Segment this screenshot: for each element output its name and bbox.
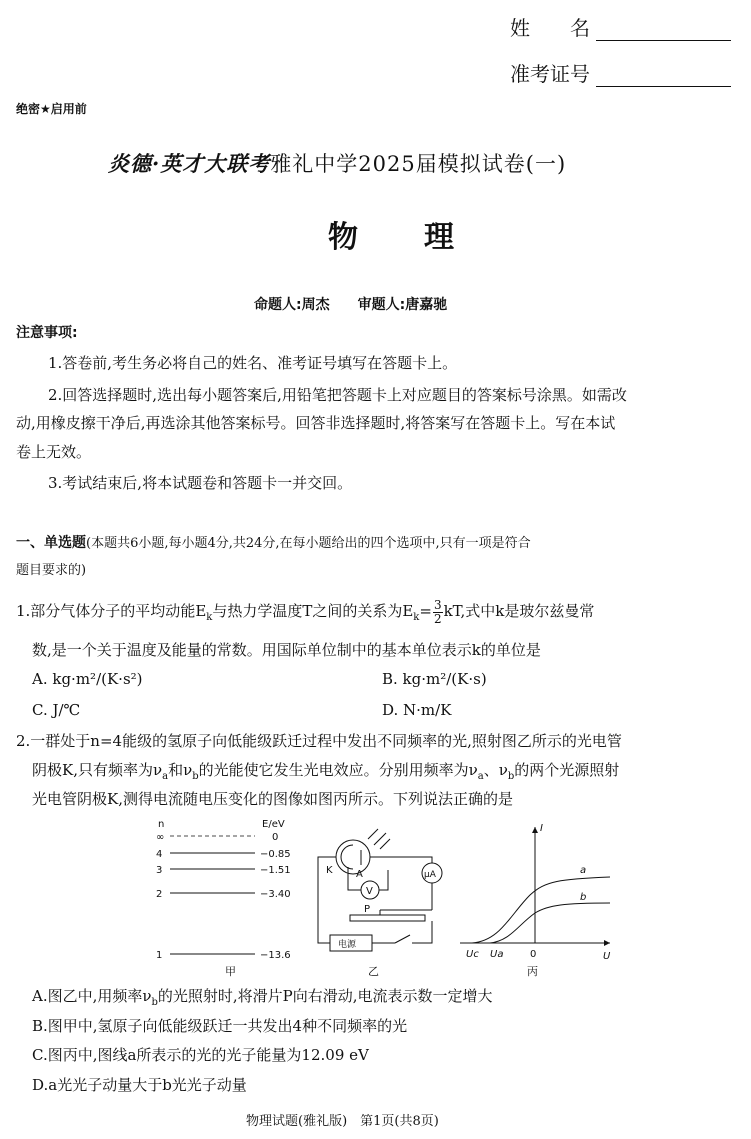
name-blank [596,22,731,41]
level-n-1: 1 [156,950,163,961]
photoelectric-circuit [318,829,442,951]
confidential-mark: 绝密★启用前 [16,102,87,116]
q1-option-a: A. kg·m²/(K·s²) [32,670,143,688]
i-axis-arrow [532,827,538,833]
q2-stem-line2: 阴极K,只有频率为$\nu_a$和$\nu_b$的光能使它发生光电效应。分别用频率为$\nu_a$、$\nu_b$的两个光源照射 [32,761,620,782]
section-desc: 题目要求的) [16,563,87,578]
level-e-1: −13.6 [260,950,291,961]
label-source: 电源 [338,940,357,950]
section-heading: 一、单选题(本题共6小题,每小题4分,共24分,在每小题给出的四个选项中,只有一项是符合 [16,535,531,551]
exam-id-field-label: 准考证号 [510,58,731,87]
level-e-inf: 0 [272,832,279,843]
light-ray-1 [368,829,378,839]
name-field-label: 姓 名 [510,12,731,41]
page-footer: 物理试题(雅礼版) 第1页(共8页) [246,1114,439,1129]
rheostat [350,915,425,921]
label-A: A [356,869,363,880]
note-2: 2.回答选择题时,选出每小题答案后,用铅笔把答题卡上对应题目的答案标号涂黑。如需改 [48,386,627,404]
notes-heading: 注意事项: [16,325,78,341]
e-axis-label: E/eV [262,819,285,830]
label-V: V [366,886,373,897]
wire-voltmeter-right [379,870,388,890]
exam-title: 炎德·英才大联考雅礼中学2025届模拟试卷(一) [108,151,567,176]
label-uA: μA [424,870,436,880]
n-axis-label: n [158,819,165,830]
q1-stem-line2: 数,是一个关于温度及能量的常数。用国际单位制中的基本单位表示k的单位是 [32,641,541,659]
q1-option-c: C. J/℃ [32,701,81,719]
figure-label-jia: 甲 [225,965,236,978]
exam-id-blank [596,68,731,87]
note-2-cont: 动,用橡皮擦干净后,再选涂其他答案标号。回答非选择题时,将答案写在答题卡上。写在本试 [16,414,616,432]
q2-option-c: C.图丙中,图线a所表示的光的光子能量为12.09 eV [32,1046,369,1064]
wire-bottom-right [412,921,432,943]
light-ray-2 [374,833,386,845]
setter-line: 命题人:周杰 审题人:唐嘉驰 [254,297,448,313]
q1-option-b: B. kg·m²/(K·s) [382,670,487,688]
figure-label-yi: 乙 [368,965,379,978]
level-n-4: 4 [156,849,163,860]
subject-title: 物 理 [328,220,456,255]
q1-option-d: D. N·m/K [382,701,452,719]
graph-label-b: b [580,892,587,903]
cathode-arc [341,845,353,869]
graph-label-Uc: Uc [466,949,479,960]
q1-stem: 1.部分气体分子的平均动能$E_k$与热力学温度T之间的关系为$E_k=$ $\frac{3}{2}$ kT,式中k是玻尔兹曼常 [16,597,595,626]
level-n-3: 3 [156,865,163,876]
energy-level-diagram [156,819,291,978]
fraction-three-halves: $\frac{3}{2}$ [433,597,442,626]
level-e-4: −0.85 [260,849,291,860]
level-e-3: −1.51 [260,865,291,876]
iu-graph [460,823,611,978]
wire-top [370,857,432,863]
graph-label-Ua: Ua [490,949,504,960]
graph-label-I: I [540,823,543,834]
q2-figure [150,815,620,980]
q2-stem-line3: 光电管阴极K,测得电流随电压变化的图像如图丙所示。下列说法正确的是 [32,790,513,808]
figure-label-bing: 丙 [527,965,538,978]
graph-label-U: U [603,951,611,962]
graph-label-a: a [580,865,587,876]
label-P: P [364,904,371,915]
level-e-2: −3.40 [260,889,291,900]
note-1: 1.答卷前,考生务必将自己的姓名、准考证号填写在答题卡上。 [48,354,458,372]
q2-option-a: A.图乙中,用频率$\nu_b$的光照射时,将滑片P向右滑动,电流表示数一定增大 [32,987,493,1008]
level-n-inf: ∞ [156,832,165,843]
level-n-2: 2 [156,889,163,900]
curve-b [490,903,610,943]
q2-stem-line1: 2.一群处于n=4能级的氢原子向低能级跃迁过程中发出不同频率的光,照射图乙所示的光电管 [16,732,622,750]
note-3: 3.考试结束后,将本试题卷和答题卡一并交回。 [48,474,353,492]
q2-option-b: B.图甲中,氢原子向低能级跃迁一共发出4种不同频率的光 [32,1017,408,1035]
u-axis-arrow [604,940,610,946]
note-2-cont2: 卷上无效。 [16,443,92,461]
light-ray-3 [380,839,390,849]
graph-origin: 0 [530,949,537,960]
label-K: K [326,865,333,876]
q2-option-d: D.a光光子动量大于b光光子动量 [32,1076,247,1094]
switch [395,935,410,943]
